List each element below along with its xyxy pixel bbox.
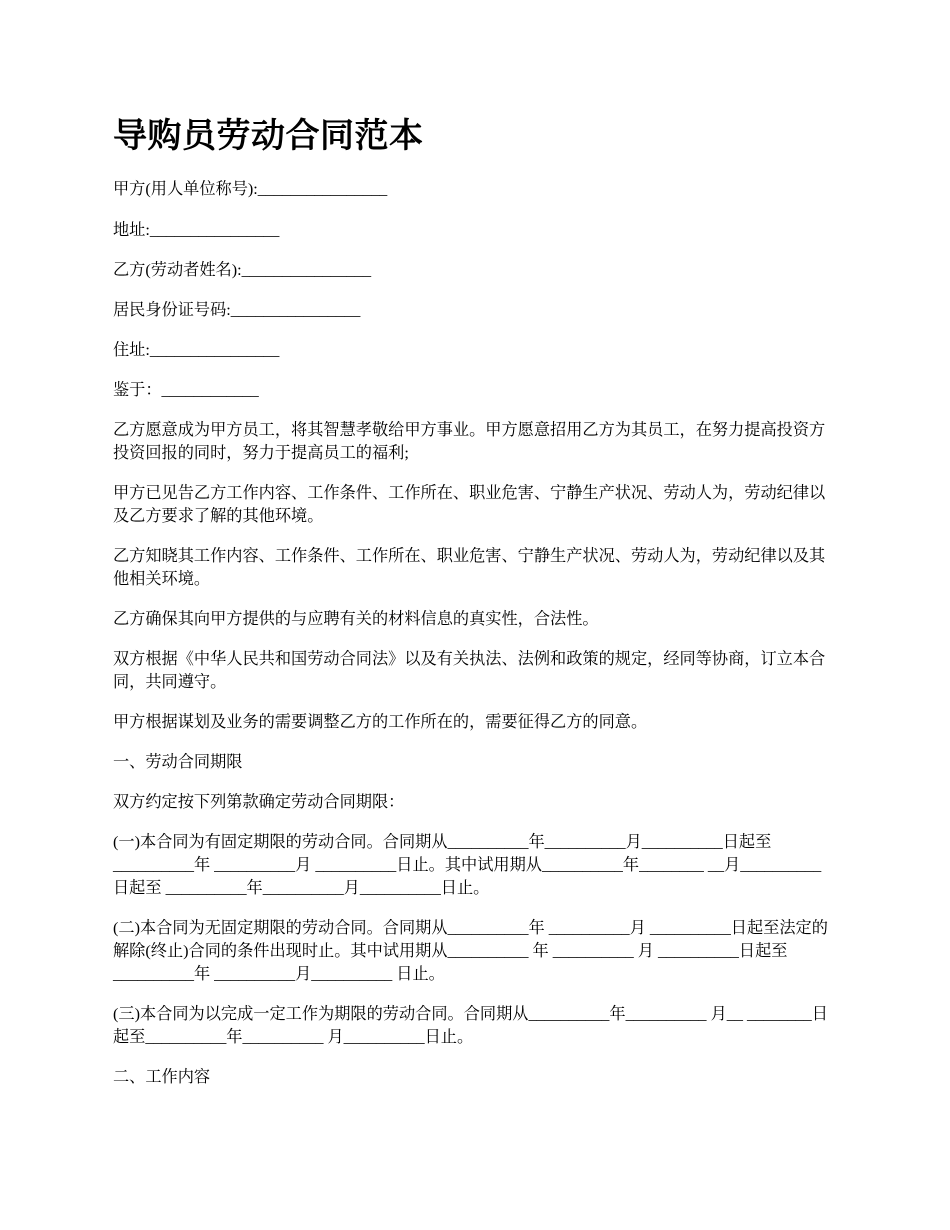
recital-paragraph: 乙方确保其向甲方提供的与应聘有关的材料信息的真实性，合法性。	[113, 610, 599, 628]
party-a-name-line: 甲方(用人单位称号):________________	[113, 180, 388, 198]
recital-paragraph: 甲方已见告乙方工作内容、工作条件、工作所在、职业危害、宁静生产状况、劳动人为，劳动纪律以及乙方要求了解的其他环境。	[113, 484, 826, 525]
document-title: 导购员劳动合同范本	[113, 116, 424, 156]
section-heading: 二、工作内容	[113, 1068, 211, 1086]
party-b-name-line: 乙方(劳动者姓名):________________	[113, 261, 372, 279]
section-heading: 一、劳动合同期限	[113, 753, 243, 771]
clause-paragraph: (三)本合同为以完成一定工作为期限的劳动合同。合同期从__________年__________ 月__ ________日起至__________年__________ 月__________日止。	[113, 1005, 828, 1046]
id-number-line: 居民身份证号码:________________	[113, 301, 361, 319]
recital-paragraph: 乙方愿意成为甲方员工，将其智慧孝敬给甲方事业。甲方愿意招用乙方为其员工，在努力提高投资方投资回报的同时，努力于提高员工的福利;	[113, 421, 826, 462]
clause-paragraph: (一)本合同为有固定期限的劳动合同。合同期从__________年__________月__________日起至__________年 __________月 __________日止。其中试用期从__________年________ __月__________ 日起至 __________年__________月__________日止。	[113, 833, 822, 897]
recital-paragraph: 乙方知晓其工作内容、工作条件、工作所在、职业危害、宁静生产状况、劳动人为，劳动纪律以及其他相关环境。	[113, 547, 826, 588]
recital-paragraph: 双方根据《中华人民共和国劳动合同法》以及有关执法、法例和政策的规定，经同等协商，订立本合同，共同遵守。	[113, 650, 826, 691]
document-page	[113, 108, 840, 1089]
whereas-line: 鉴于：____________	[113, 381, 259, 399]
party-a-address-line: 地址:________________	[113, 221, 280, 239]
party-b-address-line: 住址:________________	[113, 341, 280, 359]
clause-paragraph: 双方约定按下列第款确定劳动合同期限：	[113, 793, 405, 811]
clause-paragraph: (二)本合同为无固定期限的劳动合同。合同期从__________年 __________月 __________日起至法定的解除(终止)合同的条件出现时止。其中试用期从__________ 年 __________ 月 __________日起至 __________年 __________月__________ 日止。	[113, 919, 828, 983]
recital-paragraph: 甲方根据谋划及业务的需要调整乙方的工作所在的，需要征得乙方的同意。	[113, 713, 648, 731]
